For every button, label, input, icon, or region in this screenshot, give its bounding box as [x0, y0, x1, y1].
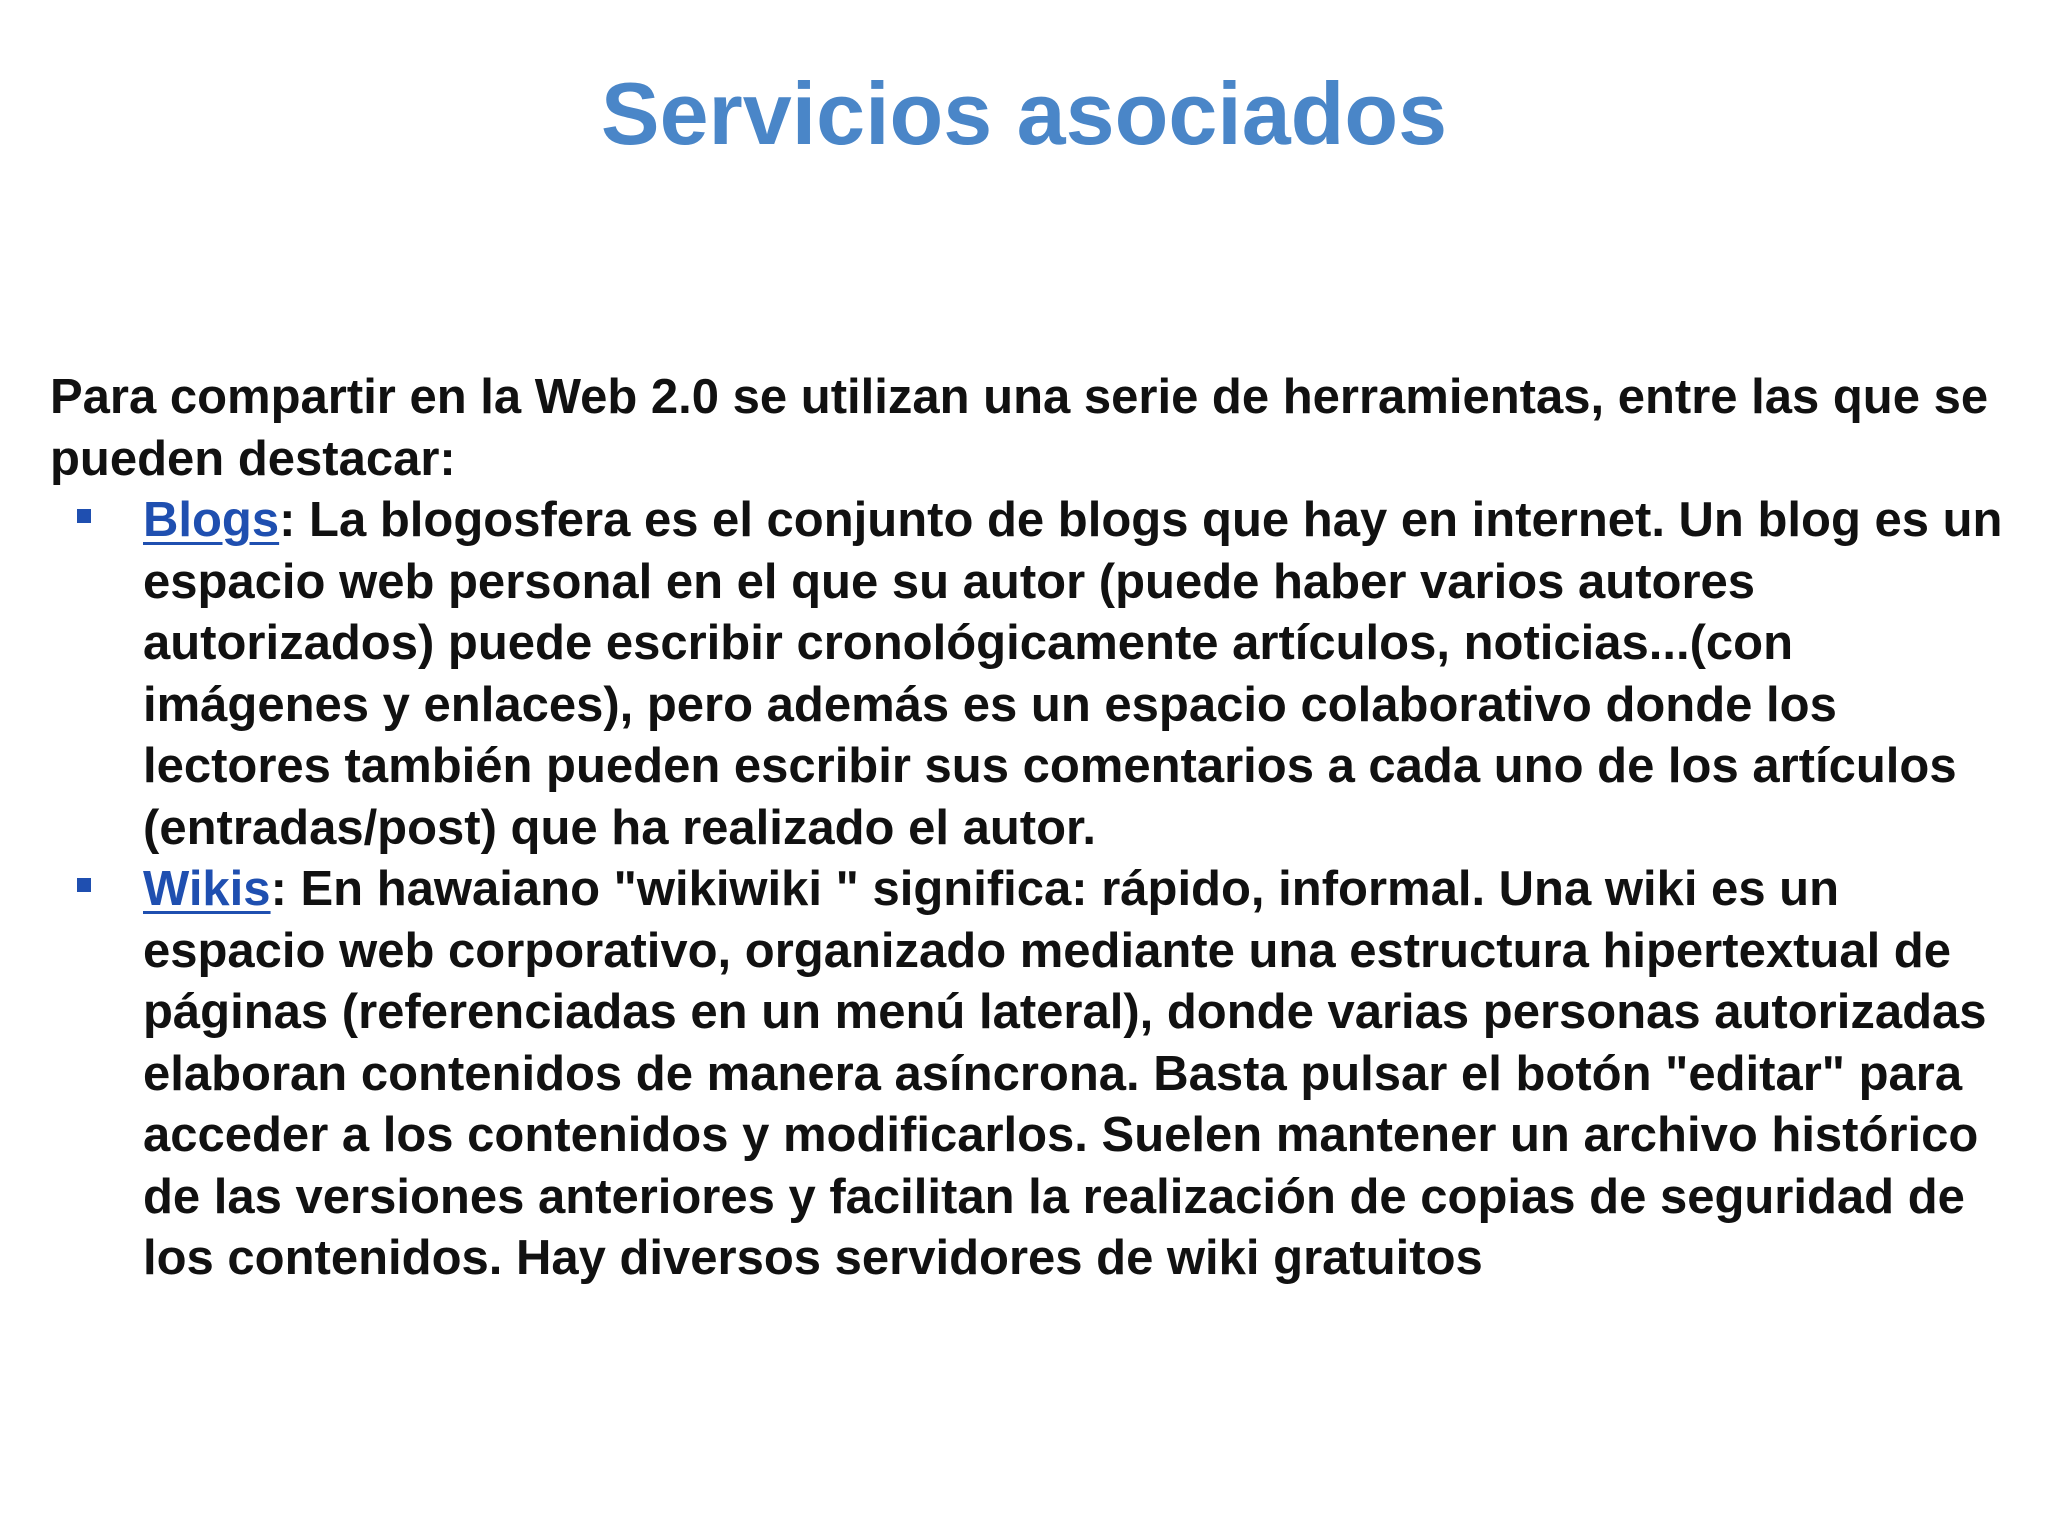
blogs-link[interactable]: Blogs [143, 493, 280, 547]
wikis-link[interactable]: Wikis [143, 862, 271, 916]
slide-body [50, 367, 2010, 1290]
square-bullet-icon [77, 878, 91, 892]
slide-title: Servicios asociados [600, 64, 1448, 163]
bullet-list [50, 490, 2010, 1290]
wikis-description: : En hawaiano "wikiwiki " significa: rápido, informal. Una wiki es un espacio web corporativo, organizado mediante una estructura hipertextual de páginas (referenciadas en un menú lateral), donde varias personas autorizadas elaboran contenidos de manera asíncrona. Basta pulsar el botón "editar" para acceder a los contenidos y modificarlos. Suelen mantener un archivo histórico de las versiones anteriores y facilitan la realización de copias de seguridad de los contenidos. Hay diversos servidores de wiki gratuitos [143, 862, 1987, 1285]
bullet-item-blogs [50, 490, 2010, 859]
square-bullet-icon [77, 509, 91, 523]
intro-paragraph: Para compartir en la Web 2.0 se utilizan una serie de herramientas, entre las que se pueden destacar: [50, 370, 1989, 486]
bullet-item-wikis [50, 859, 2010, 1290]
blogs-description: : La blogosfera es el conjunto de blogs que hay en internet. Un blog es un espacio web personal en el que su autor (puede haber varios autores autorizados) puede escribir cronológicamente artículos, noticias...(con imágenes y enlaces), pero además es un espacio colaborativo donde los lectores también pueden escribir sus comentarios a cada uno de los artículos (entradas/post) que ha realizado el autor. [143, 493, 2003, 855]
